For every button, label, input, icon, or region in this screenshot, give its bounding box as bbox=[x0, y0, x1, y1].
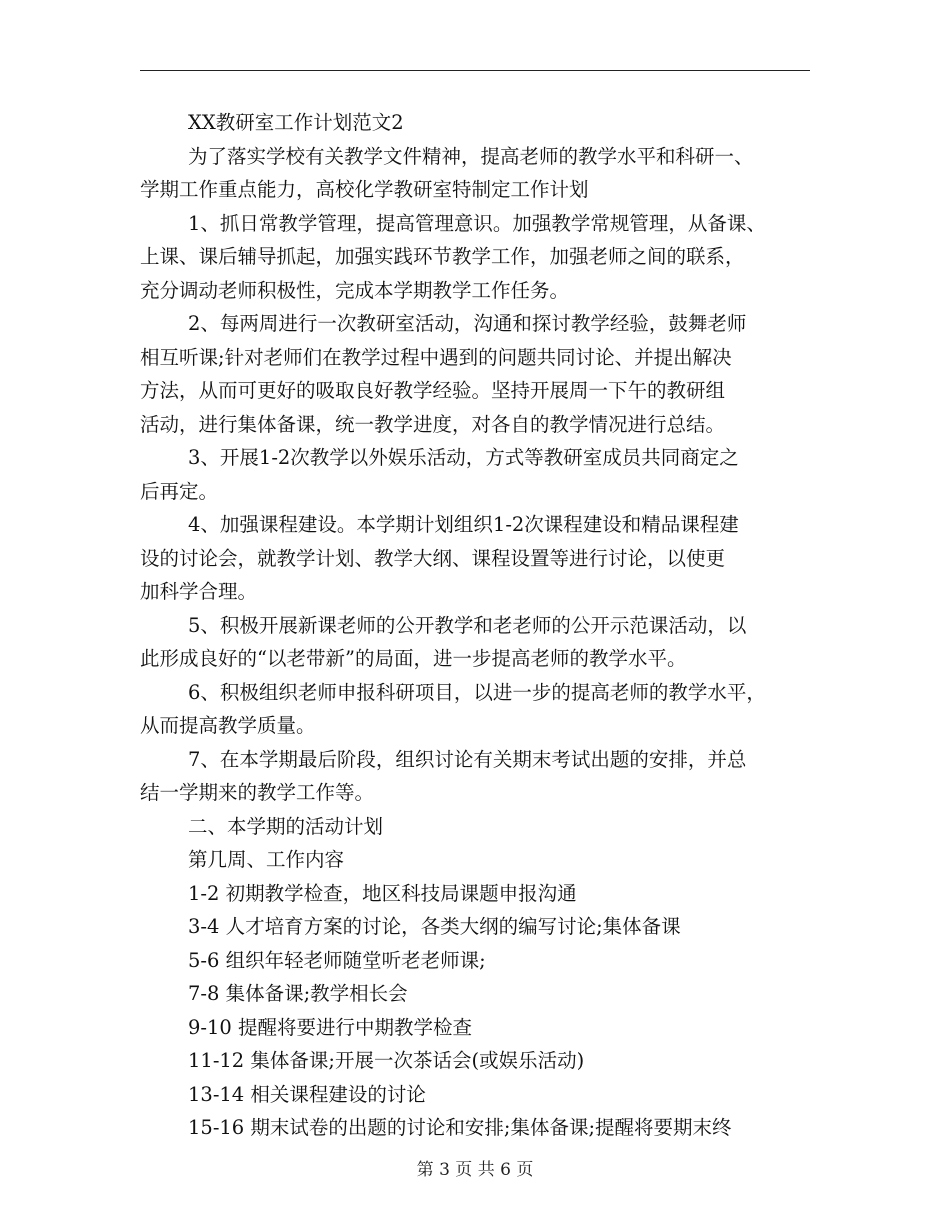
text-line: 二、本学期的活动计划 bbox=[188, 814, 384, 838]
text-line: 15-16 期末试卷的出题的讨论和安排;集体备课;提醒将要期末终 bbox=[188, 1116, 732, 1139]
text-line: XX教研室工作计划范文2 bbox=[188, 111, 404, 134]
text-line: 此形成良好的“以老带新”的局面，进一步提高老师的教学水平。 bbox=[140, 647, 687, 670]
text-line: 方法，从而可更好的吸取良好教学经验。坚持开展周一下午的教研组 bbox=[140, 379, 726, 402]
text-line: 为了落实学校有关教学文件精神，提高老师的教学水平和科研一、 bbox=[188, 144, 754, 168]
text-line: 7、在本学期最后阶段，组织讨论有关期末考试出题的安排，并总 bbox=[188, 747, 747, 771]
text-line: 6、积极组织老师申报科研项目，以进一步的提高老师的教学水平， bbox=[188, 680, 766, 704]
text-line: 从而提高教学质量。 bbox=[140, 714, 316, 737]
text-line: 学期工作重点能力，高校化学教研室特制定工作计划 bbox=[140, 178, 589, 201]
text-line: 设的讨论会，就教学计划、教学大纲、课程设置等进行讨论，以使更 bbox=[140, 546, 726, 570]
page-number-footer: 第 3 页 共 6 页 bbox=[416, 1160, 534, 1180]
text-line: 2、每两周进行一次教研室活动，沟通和探讨教学经验，鼓舞老师 bbox=[188, 312, 747, 335]
text-line: 1-2 初期教学检查，地区科技局课题申报沟通 bbox=[188, 881, 577, 905]
text-line: 9-10 提醒将要进行中期教学检查 bbox=[188, 1015, 473, 1039]
text-line: 结一学期来的教学工作等。 bbox=[140, 781, 375, 804]
text-line: 5、积极开展新课老师的公开教学和老老师的公开示范课活动，以 bbox=[188, 613, 747, 637]
text-line: 11-12 集体备课;开展一次茶话会(或娱乐活动) bbox=[188, 1049, 585, 1072]
text-line: 上课、课后辅导抓起，加强实践环节教学工作，加强老师之间的联系， bbox=[140, 245, 745, 268]
text-line: 7-8 集体备课;教学相长会 bbox=[188, 982, 408, 1005]
text-line: 充分调动老师积极性，完成本学期教学工作任务。 bbox=[140, 278, 570, 302]
text-line: 1、抓日常教学管理，提高管理意识。加强教学常规管理，从备课、 bbox=[188, 211, 766, 235]
text-line: 13-14 相关课程建设的讨论 bbox=[188, 1082, 426, 1106]
document-body bbox=[140, 106, 815, 1145]
text-line: 第几周、工作内容 bbox=[188, 848, 345, 871]
text-line: 3-4 人才培育方案的讨论，各类大纲的编写讨论;集体备课 bbox=[188, 915, 681, 938]
text-line: 4、加强课程建设。本学期计划组织1-2次课程建设和精品课程建 bbox=[188, 513, 739, 536]
text-line: 5-6 组织年轻老师随堂听老老师课; bbox=[188, 948, 486, 972]
text-line: 加科学合理。 bbox=[140, 580, 258, 603]
text-line: 相互听课;针对老师们在教学过程中遇到的问题共同讨论、并提出解决 bbox=[140, 345, 732, 369]
text-line: 活动，进行集体备课，统一教学进度，对各自的教学情况进行总结。 bbox=[140, 412, 726, 436]
text-line: 3、开展1-2次教学以外娱乐活动，方式等教研室成员共同商定之 bbox=[188, 446, 739, 469]
header-rule bbox=[140, 70, 810, 71]
text-line: 后再定。 bbox=[140, 479, 219, 503]
